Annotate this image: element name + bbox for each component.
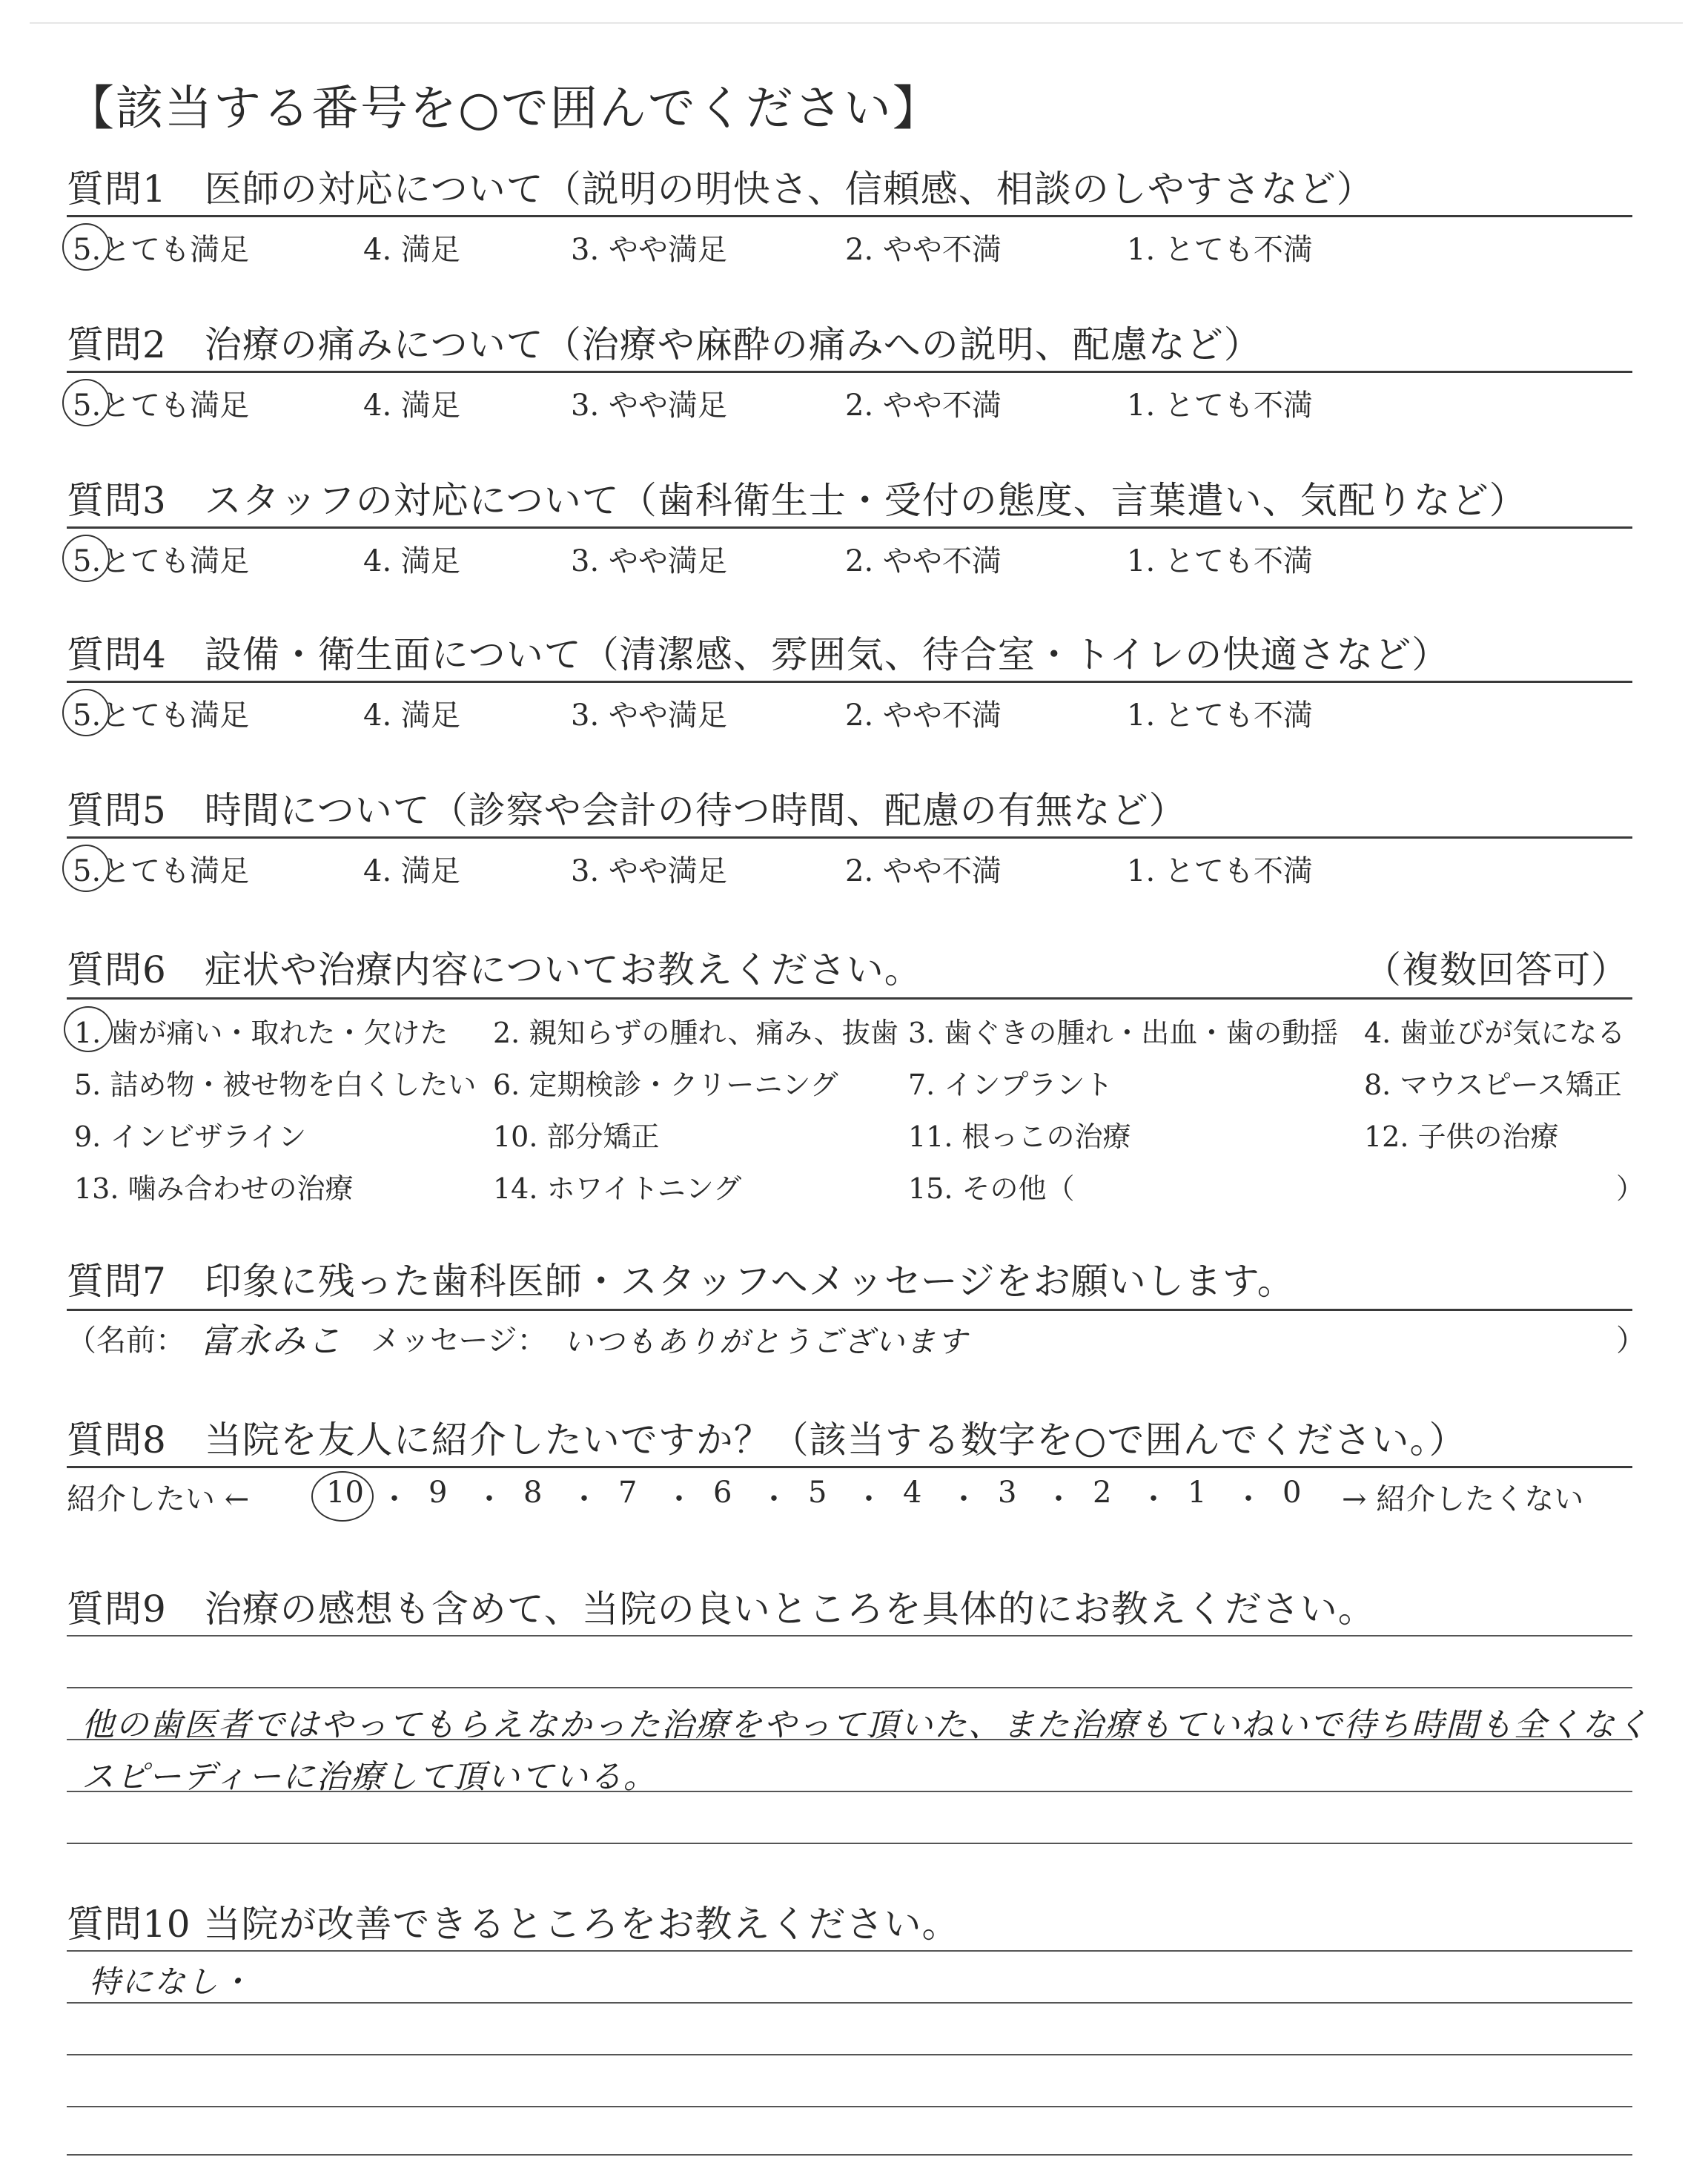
scan-edge-line bbox=[30, 22, 1683, 24]
q8-rule bbox=[67, 1466, 1632, 1468]
q3-title: 質問3 スタッフの対応について（歯科衛生士・受付の態度、言葉遣い、気配りなど） bbox=[67, 479, 1527, 522]
q8-scale-0[interactable]: 0 bbox=[1282, 1476, 1302, 1510]
q8-scale-7[interactable]: 7 bbox=[618, 1476, 638, 1510]
q8-separator: ・ bbox=[380, 1482, 409, 1516]
q6-option-4[interactable]: 4. 歯並びが気になる bbox=[1364, 1017, 1626, 1049]
q7-title: 質問7 印象に残った歯科医師・スタッフへメッセージをお願いします。 bbox=[67, 1260, 1295, 1303]
q8-scale-9[interactable]: 9 bbox=[428, 1476, 448, 1510]
q4-rule bbox=[67, 681, 1632, 683]
q5-selection-circle bbox=[62, 845, 110, 892]
q8-scale-2[interactable]: 2 bbox=[1093, 1476, 1112, 1510]
q9-answer-line-2[interactable]: スピーディーに治療して頂いている。 bbox=[82, 1758, 658, 1796]
q5-option-3[interactable]: 3. やや満足 bbox=[571, 854, 727, 888]
q10-answer[interactable]: 特になし・ bbox=[89, 1964, 253, 2000]
q2-option-1[interactable]: 1. とても不満 bbox=[1127, 389, 1313, 423]
q6-option-7[interactable]: 7. インプラント bbox=[908, 1069, 1113, 1101]
q7-message-label: メッセージ： bbox=[371, 1324, 547, 1358]
q6-option-9[interactable]: 9. インビザライン bbox=[74, 1120, 307, 1153]
q8-scale-6[interactable]: 6 bbox=[713, 1476, 732, 1510]
q2-title: 質問2 治療の痛みについて（治療や麻酔の痛みへの説明、配慮など） bbox=[67, 323, 1262, 366]
q3-option-1[interactable]: 1. とても不満 bbox=[1127, 544, 1313, 578]
page-title: 【該当する番号を○で囲んでください】 bbox=[67, 82, 941, 136]
q6-option-14[interactable]: 14. ホワイトニング bbox=[493, 1172, 742, 1205]
q5-title: 質問5 時間について（診察や会計の待つ時間、配慮の有無など） bbox=[67, 789, 1187, 832]
q8-scale-5[interactable]: 5 bbox=[808, 1476, 827, 1510]
q1-title: 質問1 医師の対応について（説明の明快さ、信頼感、相談のしやすさなど） bbox=[67, 168, 1374, 211]
q1-option-2[interactable]: 2. やや不満 bbox=[845, 233, 1002, 267]
q3-option-3[interactable]: 3. やや満足 bbox=[571, 544, 727, 578]
q8-scale-10[interactable]: 10 bbox=[326, 1476, 364, 1510]
q6-option-2[interactable]: 2. 親知らずの腫れ、痛み、抜歯 bbox=[493, 1017, 898, 1049]
q7-name-value[interactable]: 富永みこ bbox=[200, 1321, 342, 1361]
q8-scale-4[interactable]: 4 bbox=[903, 1476, 922, 1510]
q8-separator: ・ bbox=[949, 1482, 979, 1516]
q9-answer-line-1[interactable]: 他の歯医者ではやってもらえなかった治療をやって頂いた、また治療もていねいで待ち時間も全くなく bbox=[82, 1706, 1650, 1744]
q5-rule bbox=[67, 836, 1632, 839]
q1-selection-circle bbox=[62, 223, 110, 271]
q7-rule bbox=[67, 1309, 1632, 1311]
q1-option-1[interactable]: 1. とても不満 bbox=[1127, 233, 1313, 267]
q2-option-5[interactable]: 5.とても満足 bbox=[73, 389, 250, 423]
q4-option-3[interactable]: 3. やや満足 bbox=[571, 698, 727, 733]
q10-line-2 bbox=[67, 2002, 1632, 2004]
q6-other-close-paren: ） bbox=[1616, 1172, 1645, 1205]
q1-option-4[interactable]: 4. 満足 bbox=[363, 233, 460, 267]
q3-option-5[interactable]: 5.とても満足 bbox=[73, 544, 250, 578]
q8-separator: ・ bbox=[759, 1482, 789, 1516]
q6-option-6[interactable]: 6. 定期検診・クリーニング bbox=[493, 1069, 838, 1101]
q8-separator: ・ bbox=[1044, 1482, 1073, 1516]
q9-title: 質問9 治療の感想も含めて、当院の良いところを具体的にお教えください。 bbox=[67, 1588, 1376, 1631]
q7-name-label: （名前： bbox=[67, 1324, 185, 1358]
q4-option-5[interactable]: 5.とても満足 bbox=[73, 698, 250, 733]
q7-close-paren: ） bbox=[1616, 1324, 1646, 1358]
q9-line-5 bbox=[67, 1843, 1632, 1844]
q8-separator: ・ bbox=[569, 1482, 599, 1516]
q2-rule bbox=[67, 371, 1632, 373]
q6-option-3[interactable]: 3. 歯ぐきの腫れ・出血・歯の動揺 bbox=[908, 1017, 1339, 1049]
q1-option-5[interactable]: 5.とても満足 bbox=[73, 233, 250, 267]
q8-separator: ・ bbox=[474, 1482, 504, 1516]
q9-line-1 bbox=[67, 1635, 1632, 1636]
q5-option-1[interactable]: 1. とても不満 bbox=[1127, 854, 1313, 888]
q2-option-4[interactable]: 4. 満足 bbox=[363, 389, 460, 423]
q8-scale-8[interactable]: 8 bbox=[523, 1476, 543, 1510]
q6-selection-circle bbox=[64, 1006, 113, 1052]
q6-option-10[interactable]: 10. 部分矯正 bbox=[493, 1120, 660, 1153]
q1-option-3[interactable]: 3. やや満足 bbox=[571, 233, 727, 267]
q8-right-label: → 紹介したくない bbox=[1342, 1482, 1584, 1516]
q3-selection-circle bbox=[62, 535, 110, 582]
q4-option-4[interactable]: 4. 満足 bbox=[363, 698, 460, 733]
q4-selection-circle bbox=[62, 689, 110, 736]
q9-line-2 bbox=[67, 1687, 1632, 1688]
q5-option-4[interactable]: 4. 満足 bbox=[363, 854, 460, 888]
q8-separator: ・ bbox=[664, 1482, 694, 1516]
q2-option-3[interactable]: 3. やや満足 bbox=[571, 389, 727, 423]
q6-title: 質問6 症状や治療内容についてお教えください。 bbox=[67, 948, 922, 991]
q6-note: （複数回答可） bbox=[1364, 948, 1629, 991]
q1-rule bbox=[67, 215, 1632, 217]
q6-option-1[interactable]: 1. 歯が痛い・取れた・欠けた bbox=[74, 1017, 448, 1049]
q10-line-3 bbox=[67, 2054, 1632, 2055]
q8-scale-3[interactable]: 3 bbox=[998, 1476, 1017, 1510]
q2-option-2[interactable]: 2. やや不満 bbox=[845, 389, 1002, 423]
q6-rule bbox=[67, 997, 1632, 1000]
q5-option-5[interactable]: 5.とても満足 bbox=[73, 854, 250, 888]
q3-option-4[interactable]: 4. 満足 bbox=[363, 544, 460, 578]
q8-separator: ・ bbox=[1234, 1482, 1263, 1516]
q8-separator: ・ bbox=[854, 1482, 884, 1516]
q6-option-12[interactable]: 12. 子供の治療 bbox=[1364, 1120, 1559, 1153]
q8-separator: ・ bbox=[1139, 1482, 1168, 1516]
q7-message-value[interactable]: いつもありがとうございます bbox=[563, 1325, 968, 1359]
q10-line-4 bbox=[67, 2106, 1632, 2107]
q10-line-5 bbox=[67, 2154, 1632, 2156]
q6-option-11[interactable]: 11. 根っこの治療 bbox=[908, 1120, 1131, 1153]
q2-selection-circle bbox=[62, 379, 110, 426]
q10-title: 質問10 当院が改善できるところをお教えください。 bbox=[67, 1903, 960, 1946]
q5-option-2[interactable]: 2. やや不満 bbox=[845, 854, 1002, 888]
q6-option-8[interactable]: 8. マウスピース矯正 bbox=[1364, 1069, 1622, 1101]
q4-title: 質問4 設備・衛生面について（清潔感、雰囲気、待合室・トイレの快適さなど） bbox=[67, 633, 1450, 676]
q4-option-2[interactable]: 2. やや不満 bbox=[845, 698, 1002, 733]
q8-scale-1[interactable]: 1 bbox=[1188, 1476, 1207, 1510]
q8-selection-circle bbox=[311, 1471, 374, 1522]
q6-option-13[interactable]: 13. 噛み合わせの治療 bbox=[74, 1172, 354, 1205]
q3-rule bbox=[67, 526, 1632, 529]
q6-option-15[interactable]: 15. その他（ bbox=[908, 1172, 1075, 1205]
q8-left-label: 紹介したい ← bbox=[67, 1482, 250, 1516]
q4-option-1[interactable]: 1. とても不満 bbox=[1127, 698, 1313, 733]
q6-option-5[interactable]: 5. 詰め物・被せ物を白くしたい bbox=[74, 1069, 477, 1101]
q10-line-1 bbox=[67, 1950, 1632, 1952]
q3-option-2[interactable]: 2. やや不満 bbox=[845, 544, 1002, 578]
q8-title: 質問8 当院を友人に紹介したいですか？（該当する数字を○で囲んでください。） bbox=[67, 1418, 1467, 1462]
